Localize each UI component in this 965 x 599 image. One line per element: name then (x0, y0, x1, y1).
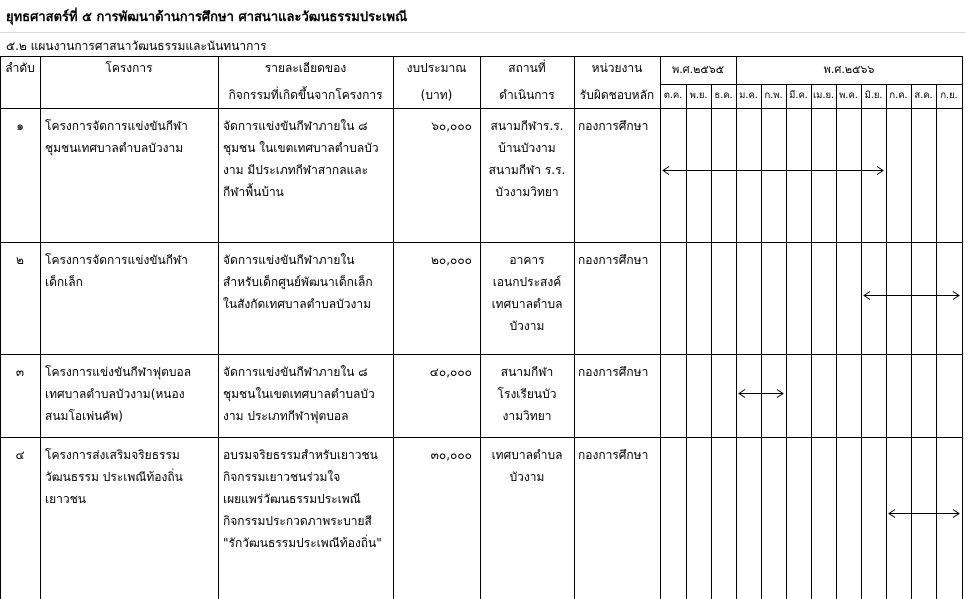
row-3-project-line: สนมโอเพ่นคัพ) (45, 409, 123, 423)
row-3-place-line: สนามกีฬา (500, 365, 554, 379)
month-header-12: ก.ย. (940, 90, 958, 101)
row-4-project-line: โครงการส่งเสริมจริยธรรม (45, 448, 180, 462)
row-4-detail-line: เผยแพร่วัฒนธรรมประเพณี (223, 492, 361, 506)
row-1-timeline-arrow (663, 167, 883, 175)
header-budget-sub: (บาท) (420, 88, 453, 102)
month-header-2: พ.ย. (689, 90, 708, 101)
row-1-no: ๑ (16, 119, 24, 133)
row-1-agency: กองการศึกษา (578, 119, 649, 133)
month-header-1: ต.ค. (663, 90, 683, 101)
row-3-project-line: โครงการแข่งขันกีฬาฟุตบอล (45, 365, 192, 379)
row-3-place-line: โรงเรียนบัว (497, 387, 557, 401)
row-1-place-line: บ้านบัวงาม (498, 141, 556, 155)
row-1-place-line: สนามกีฬา ร.ร. (488, 163, 566, 177)
row-1-budget: ๖๐,๐๐๐ (431, 119, 472, 133)
row-3-place-line: งามวิทยา (502, 409, 552, 423)
row-2-no: ๒ (16, 253, 24, 267)
row-3-no: ๓ (15, 365, 25, 379)
plan-subtitle: ๕.๒ แผนงานการศาสนาวัฒนธรรมและนันทนาการ (6, 39, 267, 53)
document-title: ยุทธศาสตร์ที่ ๕ การพัฒนาด้านการศึกษา ศาสนาและวัฒนธรรมประเพณี (6, 10, 408, 25)
header-project: โครงการ (105, 61, 153, 75)
row-2-agency: กองการศึกษา (578, 253, 649, 267)
row-3-detail-line: งาม ประเภทกีฬาฟุตบอล (223, 409, 349, 423)
row-2-detail-line: จัดการแข่งขันกีฬาภายใน (223, 253, 355, 267)
row-4-project-line: วัฒนธรรม ประเพณีท้องถิ่น (45, 470, 183, 484)
row-4-no: ๔ (15, 448, 25, 462)
header-place-sub: ดำเนินการ (499, 88, 555, 102)
row-1-detail-line: จัดการแข่งขันกีฬาภายใน ๘ (223, 119, 368, 133)
header-agency-sub: รับผิดชอบหลัก (579, 88, 655, 102)
row-3-project-line: เทศบาลตำบลบัวงาม(หนอง (45, 387, 185, 401)
row-2-project-line: เด็กเล็ก (45, 275, 83, 289)
header-detail: รายละเอียดของ (264, 61, 347, 75)
month-header-4: ม.ค. (739, 90, 758, 101)
row-4-detail-line: "รักวัฒนธรรมประเพณีท้องถิ่น" (223, 536, 382, 550)
row-4-place-line: บัวงาม (509, 470, 545, 484)
row-2-detail-line: ในสังกัดเทศบาลตำบลบัวงาม (223, 297, 372, 311)
row-3-budget: ๔๐,๐๐๐ (429, 365, 472, 379)
row-1-project-line: ชุมชนเทศบาลตำบลบัวงาม (45, 141, 184, 155)
month-header-6: มี.ค. (789, 90, 808, 101)
row-3-detail-line: จัดการแข่งขันกีฬาภายใน ๘ (223, 365, 368, 379)
row-4-detail-line: อบรมจริยธรรมสำหรับเยาวชน (223, 448, 378, 462)
row-1-project-line: โครงการจัดการแข่งขันกีฬา (45, 119, 188, 133)
month-header-8: พ.ค. (839, 90, 858, 101)
row-2-place-line: เทศบาลตำบล (491, 297, 563, 311)
row-2-place-line: เอนกประสงค์ (492, 275, 562, 289)
month-header-7: เม.ย. (812, 90, 835, 101)
row-4-project-line: เยาวชน (45, 492, 86, 506)
row-1-place-line: บัวงามวิทยา (495, 185, 559, 199)
header-detail-sub: กิจกรรมที่เกิดขึ้นจากโครงการ (228, 88, 383, 102)
header-year-2566: พ.ศ.๒๕๖๖ (823, 63, 875, 76)
row-4-timeline-arrow (889, 510, 959, 518)
row-3-detail-line: ชุมชนในเขตเทศบาลตำบลบัว (223, 387, 375, 401)
header-budget: งบประมาณ (406, 61, 467, 75)
row-4-detail-line: กิจกรรมประกวดภาพระบายสี (223, 514, 372, 528)
row-2-budget: ๒๐,๐๐๐ (430, 253, 472, 267)
row-1-detail-line: กีฬาพื้นบ้าน (223, 185, 284, 199)
month-header-3: ธ.ค. (714, 90, 733, 101)
row-4-budget: ๓๐,๐๐๐ (430, 448, 472, 462)
month-header-5: ก.พ. (764, 90, 783, 101)
row-2-project-line: โครงการจัดการแข่งขันกีฬา (45, 253, 188, 267)
header-no: ลำดับ (5, 61, 35, 75)
month-header-9: มิ.ย. (864, 90, 883, 101)
header-year-2565: พ.ศ.๒๕๖๕ (671, 63, 725, 76)
row-4-place-line: เทศบาลตำบล (491, 448, 563, 462)
row-1-detail-line: ชุมชน ในเขตเทศบาลตำบลบัว (223, 141, 379, 155)
row-2-detail-line: สำหรับเด็กศูนย์พัฒนาเด็กเล็ก (223, 275, 373, 289)
row-1-detail-line: งาม มีประเภทกีฬาสากลและ (223, 163, 369, 177)
row-2-place-line: บัวงาม (509, 319, 545, 333)
row-4-detail-line: กิจกรรมเยาวชนร่วมใจ (223, 470, 341, 484)
header-agency: หน่วยงาน (591, 61, 643, 75)
row-1-place-line: สนามกีฬาร.ร. (490, 119, 564, 133)
row-4-agency: กองการศึกษา (578, 448, 649, 462)
row-3-agency: กองการศึกษา (578, 365, 649, 379)
row-2-place-line: อาคาร (509, 253, 545, 267)
month-header-11: ส.ค. (914, 90, 933, 101)
month-header-10: ก.ค. (889, 90, 908, 101)
header-place: สถานที่ (508, 61, 546, 75)
